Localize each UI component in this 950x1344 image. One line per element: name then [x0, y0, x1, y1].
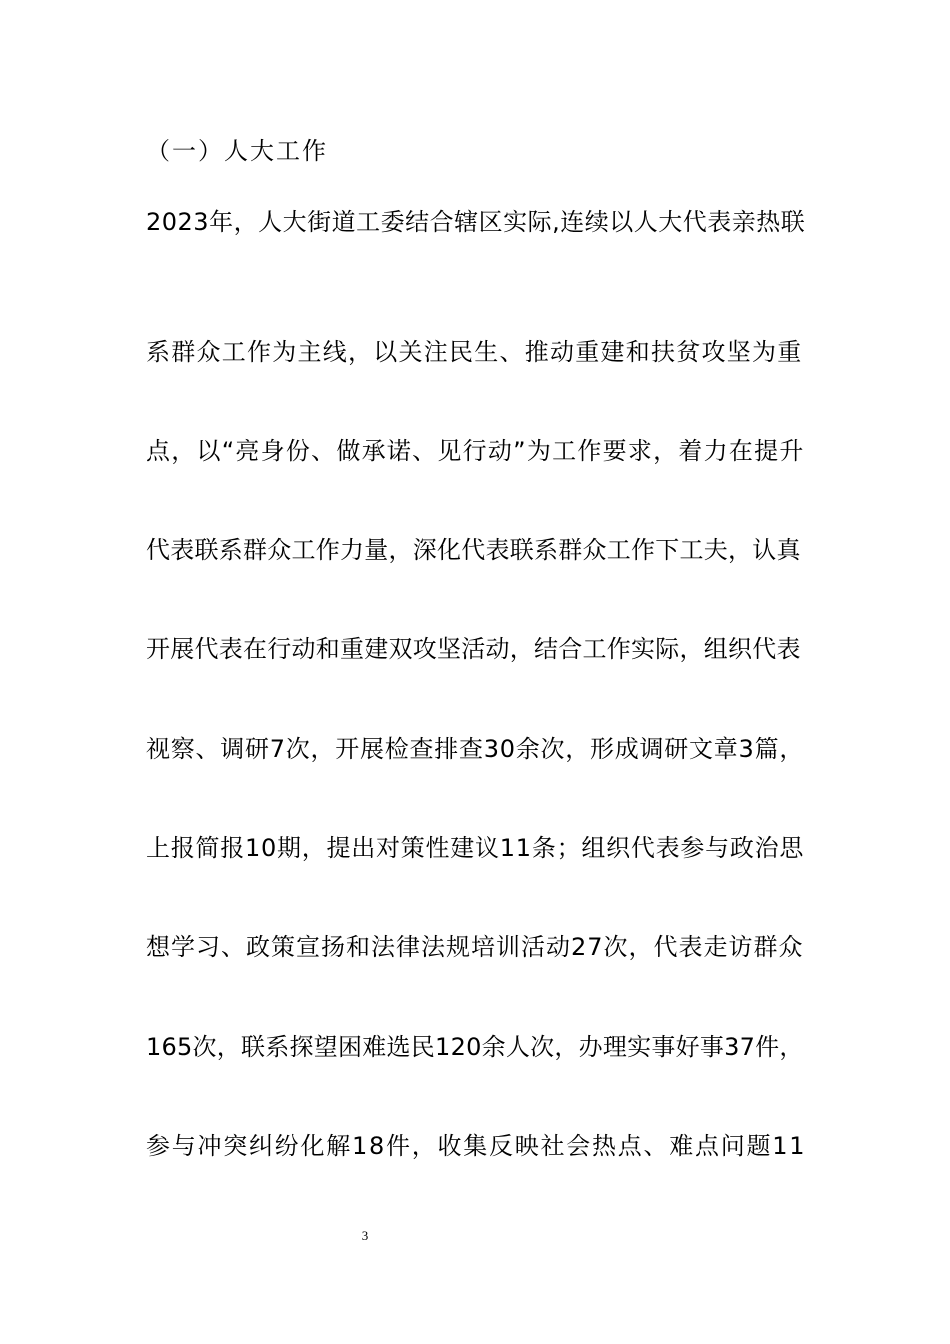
paragraph-line-8: 想学习、政策宣扬和法律法规培训活动27次，代表走访群众	[146, 933, 804, 961]
paragraph-line-2: 系群众工作为主线，以关注民生、推动重建和扶贫攻坚为重	[146, 338, 803, 366]
paragraph-line-10: 参与冲突纠纷化解18件，收集反映社会热点、难点问题11	[146, 1132, 807, 1160]
section-heading: （一）人大工作	[146, 137, 328, 165]
paragraph-line-3: 点，以“亮身份、做承诺、见行动”为工作要求，着力在提升	[146, 437, 805, 465]
page-number: 3	[361, 1228, 369, 1243]
paragraph-line-7: 上报简报10期，提出对策性建议11条；组织代表参与政治思	[146, 834, 805, 862]
paragraph-line-4: 代表联系群众工作力量，深化代表联系群众工作下工夫，认真	[146, 536, 801, 564]
paragraph-line-9: 165次，联系探望困难选民120余人次，办理实事好事37件，	[146, 1033, 804, 1061]
paragraph-line-5: 开展代表在行动和重建双攻坚活动，结合工作实际，组织代表	[146, 635, 801, 663]
paragraph-line-6: 视察、调研7次，开展检查排查30余次，形成调研文章3篇，	[146, 735, 805, 763]
paragraph-line-1: 2023年，人大街道工委结合辖区实际,连续以人大代表亲热联	[146, 208, 806, 236]
